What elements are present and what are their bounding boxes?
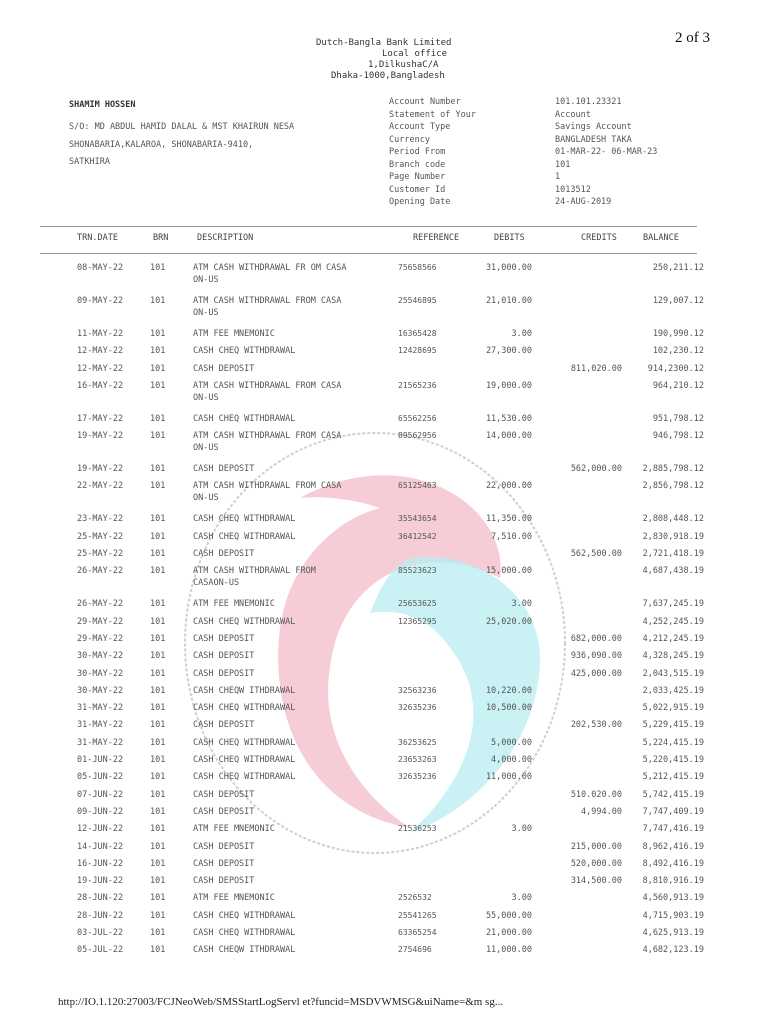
account-info-label: Opening Date (389, 197, 451, 207)
table-row (0, 480, 768, 513)
account-info-label: Branch code (389, 159, 446, 170)
row-branch: 101 (150, 772, 166, 783)
row-branch: 101 (150, 566, 166, 577)
row-reference: 32635236 (398, 772, 437, 782)
row-credit: 4,994.00 (581, 806, 622, 817)
table-row (0, 565, 768, 598)
transaction-table (0, 262, 768, 962)
account-info-label: Period From (389, 147, 446, 157)
table-row (0, 875, 768, 892)
row-credit: 425,000.00 (570, 668, 622, 679)
table-row (0, 513, 768, 530)
row-balance: 5,220,415.19 (642, 755, 704, 766)
row-reference: 2754696 (398, 945, 432, 955)
page-counter: 2 of 3 (675, 30, 710, 46)
row-date: 05-JUL-22 (77, 945, 124, 956)
account-info-label: Account Type (389, 122, 451, 132)
row-debit: 4,000.00 (491, 755, 532, 766)
row-date: 26-MAY-22 (77, 566, 124, 577)
customer-parents: S/O: MD ABDUL HAMID DALAL & MST KHAIRUN NESA (69, 122, 295, 132)
row-balance: 190,990.12 (652, 329, 704, 339)
account-info-label: Customer Id (389, 184, 446, 195)
table-row (0, 841, 768, 858)
row-date: 28-JUN-22 (77, 893, 124, 904)
row-balance: 946,798.12 (652, 431, 704, 442)
row-date: 07-JUN-22 (77, 789, 124, 800)
row-branch: 101 (150, 737, 166, 748)
row-description: CASH DEPOSIT (193, 549, 255, 560)
row-debit: 5,000.00 (491, 737, 532, 748)
row-branch: 101 (150, 296, 166, 306)
row-description: ATM FEE MNEMONIC (193, 893, 275, 904)
table-row (0, 944, 768, 961)
table-row (0, 737, 768, 754)
row-balance: 4,625,913.19 (642, 928, 704, 939)
table-row (0, 754, 768, 771)
row-date: 28-JUN-22 (77, 910, 124, 921)
row-description: ATM FEE MNEMONIC (193, 824, 275, 835)
table-row (0, 345, 768, 362)
row-description: CASH CHEQ WITHDRAWAL (193, 703, 296, 714)
bank-office: Local office (382, 49, 448, 59)
row-description: CASH CHEQ WITHDRAWAL (193, 910, 296, 921)
table-row (0, 719, 768, 736)
row-balance: 8,962,416.19 (642, 841, 704, 852)
row-date: 14-JUN-22 (77, 841, 124, 852)
row-description: ATM FEE MNEMONIC (193, 599, 275, 610)
row-date: 12-MAY-22 (77, 363, 124, 374)
account-info-value: Savings Account (555, 122, 632, 132)
row-description: CASH CHEQ WITHDRAWAL (193, 928, 296, 939)
table-row (0, 668, 768, 685)
row-debit: 27,300.00 (485, 346, 532, 357)
row-debit: 21,010.00 (485, 296, 532, 306)
row-debit: 55,000.00 (485, 910, 532, 921)
account-info-value: 1 (555, 172, 561, 182)
table-row (0, 910, 768, 927)
row-date: 16-JUN-22 (77, 858, 124, 869)
row-reference: 65562256 (398, 413, 437, 423)
row-credit: 682,000.00 (570, 633, 622, 644)
header-rule-top (40, 226, 697, 227)
row-branch: 101 (150, 413, 166, 424)
row-branch: 101 (150, 651, 166, 662)
row-date: 12-JUN-22 (77, 824, 124, 835)
row-credit: 215,000.00 (570, 841, 622, 852)
table-row (0, 380, 768, 413)
row-debit: 11,350.00 (485, 514, 532, 525)
row-date: 19-MAY-22 (77, 464, 124, 475)
col-header-reference: REFERENCE (413, 233, 460, 243)
row-balance: 5,742,415.19 (642, 789, 704, 800)
row-balance: 4,715,903.19 (642, 910, 704, 921)
row-date: 29-MAY-22 (77, 633, 124, 644)
row-branch: 101 (150, 616, 166, 627)
row-date: 31-MAY-22 (77, 720, 124, 731)
row-date: 19-JUN-22 (77, 876, 124, 887)
row-debit: 10,500.00 (485, 703, 532, 714)
row-branch: 101 (150, 599, 166, 610)
row-reference: 12365295 (398, 616, 437, 626)
table-row (0, 823, 768, 840)
table-row (0, 771, 768, 788)
row-description: CASH DEPOSIT (193, 651, 255, 662)
table-row (0, 548, 768, 565)
row-description: CASH DEPOSIT (193, 841, 255, 852)
row-branch: 101 (150, 858, 166, 869)
account-info-label: Page Number (389, 172, 446, 182)
row-reference: 85523623 (398, 566, 437, 576)
row-description: CASH DEPOSIT (193, 464, 255, 475)
row-description: CASH DEPOSIT (193, 806, 255, 817)
row-balance: 8,810,916.19 (642, 876, 704, 887)
row-branch: 101 (150, 633, 166, 644)
account-info-label: Currency (389, 134, 430, 145)
row-balance: 4,682,123.19 (642, 945, 704, 956)
row-reference: 32563236 (398, 685, 437, 695)
row-branch: 101 (150, 263, 166, 273)
row-credit: 202,530.00 (570, 720, 622, 731)
row-date: 17-MAY-22 (77, 413, 124, 424)
row-branch: 101 (150, 893, 166, 904)
table-row (0, 295, 768, 328)
row-debit: 3.00 (511, 599, 532, 610)
row-reference: 36412542 (398, 531, 437, 541)
row-description: ATM CASH WITHDRAWAL FROM CASA ON-US (193, 296, 342, 318)
table-row (0, 363, 768, 380)
account-info-label: Account Number (389, 97, 461, 107)
row-balance: 2,808,448.12 (642, 514, 704, 525)
row-branch: 101 (150, 329, 166, 339)
table-row (0, 650, 768, 667)
row-reference: 25546895 (398, 296, 437, 305)
bank-address-line1: 1,DilkushaC/A (368, 60, 439, 70)
row-date: 25-MAY-22 (77, 549, 124, 560)
row-balance: 2,043,515.19 (642, 668, 704, 679)
row-reference: 23653263 (398, 755, 437, 765)
col-header-date: TRN.DATE (77, 233, 118, 243)
row-branch: 101 (150, 346, 166, 357)
row-date: 03-JUL-22 (77, 928, 124, 939)
row-branch: 101 (150, 945, 166, 956)
row-date: 09-JUN-22 (77, 806, 124, 817)
row-date: 11-MAY-22 (77, 329, 124, 339)
table-row (0, 858, 768, 875)
row-balance: 5,229,415.19 (642, 720, 704, 731)
account-info-value: Account (555, 109, 591, 120)
row-balance: 102,230.12 (652, 346, 704, 357)
customer-name: SHAMIM HOSSEN (69, 100, 136, 110)
row-branch: 101 (150, 755, 166, 766)
col-header-debits: DEBITS (494, 233, 525, 243)
row-reference: 21536253 (398, 824, 437, 834)
table-row (0, 413, 768, 430)
row-debit: 11,530.00 (485, 413, 532, 424)
bank-name: Dutch-Bangla Bank Limited (316, 38, 452, 48)
row-description: CASH DEPOSIT (193, 858, 255, 869)
row-balance: 7,637,245.19 (642, 599, 704, 610)
row-date: 16-MAY-22 (77, 380, 124, 391)
row-description: ATM CASH WITHDRAWAL FROM CASA ON-US (193, 431, 342, 454)
row-balance: 964,210.12 (652, 380, 704, 391)
table-row (0, 463, 768, 480)
row-date: 26-MAY-22 (77, 599, 124, 610)
row-description: ATM FEE MNEMONIC (193, 329, 275, 339)
row-branch: 101 (150, 841, 166, 852)
row-debit: 11,000.00 (485, 772, 532, 783)
row-description: ATM CASH WITHDRAWAL FROM CASA ON-US (193, 481, 342, 504)
row-description: CASH DEPOSIT (193, 720, 255, 731)
row-balance: 4,252,245.19 (642, 616, 704, 627)
row-debit: 11,000.00 (485, 945, 532, 956)
row-balance: 250,211.12 (652, 263, 704, 273)
row-description: CASH CHEQ WITHDRAWAL (193, 772, 296, 783)
row-description: CASH DEPOSIT (193, 876, 255, 887)
row-branch: 101 (150, 668, 166, 679)
row-branch: 101 (150, 928, 166, 939)
row-date: 05-JUN-22 (77, 772, 124, 783)
row-date: 30-MAY-22 (77, 685, 124, 696)
row-balance: 2,721,418.19 (642, 549, 704, 560)
row-branch: 101 (150, 910, 166, 921)
row-branch: 101 (150, 514, 166, 525)
account-info-value: 01-MAR-22- 06-MAR-23 (555, 147, 658, 157)
row-description: CASH DEPOSIT (193, 668, 255, 679)
row-credit: 811,020.00 (570, 363, 622, 374)
row-reference: 25541265 (398, 910, 437, 920)
row-branch: 101 (150, 549, 166, 560)
col-header-credits: CREDITS (581, 233, 617, 243)
row-balance: 4,328,245.19 (642, 651, 704, 662)
row-description: CASH CHEQ WITHDRAWAL (193, 531, 296, 542)
row-branch: 101 (150, 876, 166, 887)
row-date: 29-MAY-22 (77, 616, 124, 627)
row-debit: 15,000.00 (485, 566, 532, 577)
row-balance: 5,022,915.19 (642, 703, 704, 714)
row-branch: 101 (150, 703, 166, 714)
row-date: 12-MAY-22 (77, 346, 124, 357)
table-row (0, 927, 768, 944)
row-balance: 2,885,798.12 (642, 464, 704, 475)
row-branch: 101 (150, 531, 166, 542)
row-branch: 101 (150, 806, 166, 817)
table-row (0, 262, 768, 295)
row-debit: 21,000.00 (485, 928, 532, 939)
row-reference: 25653625 (398, 599, 437, 609)
row-debit: 3.00 (511, 893, 532, 904)
customer-address-line2: SATKHIRA (69, 157, 110, 167)
row-reference: 2526532 (398, 893, 432, 903)
row-branch: 101 (150, 789, 166, 800)
table-row (0, 598, 768, 615)
row-branch: 101 (150, 363, 166, 374)
table-row (0, 531, 768, 548)
row-reference: 75658566 (398, 263, 437, 272)
row-reference: 12428695 (398, 346, 437, 356)
row-description: CASH CHEQ WITHDRAWAL (193, 737, 296, 748)
table-row (0, 616, 768, 633)
account-info-value: 24-AUG-2019 (555, 197, 612, 207)
row-date: 31-MAY-22 (77, 737, 124, 748)
col-header-brn: BRN (153, 233, 169, 243)
row-description: CASH DEPOSIT (193, 789, 255, 800)
table-row (0, 892, 768, 909)
row-debit: 25,020.00 (485, 616, 532, 627)
table-row (0, 806, 768, 823)
table-row (0, 430, 768, 463)
customer-address-line1: SHONABARIA,KALAROA, SHONABARIA-9410, (69, 140, 254, 150)
account-info-label: Statement of Your (389, 109, 476, 120)
row-branch: 101 (150, 720, 166, 731)
row-date: 30-MAY-22 (77, 668, 124, 679)
row-description: ATM CASH WITHDRAWAL FROM CASA ON-US (193, 380, 342, 403)
bank-address-line2: Dhaka-1000,Bangladesh (331, 71, 445, 81)
row-date: 08-MAY-22 (77, 263, 124, 273)
row-balance: 2,830,918.19 (642, 531, 704, 542)
row-balance: 4,212,245.19 (642, 633, 704, 644)
row-debit: 3.00 (511, 824, 532, 835)
row-credit: 936,090.00 (570, 651, 622, 662)
row-debit: 14,000.00 (485, 431, 532, 442)
table-row (0, 328, 768, 345)
row-debit: 10,220.00 (485, 685, 532, 696)
col-header-description: DESCRIPTION (197, 233, 254, 243)
row-debit: 22,000.00 (485, 481, 532, 492)
row-debit: 3.00 (511, 329, 532, 339)
row-description: CASH DEPOSIT (193, 363, 255, 374)
col-header-balance: BALANCE (643, 233, 679, 243)
row-balance: 4,560,913.19 (642, 893, 704, 904)
row-reference: 35543654 (398, 514, 437, 524)
footer-url: http://IO.1.120:27003/FCJNeoWeb/SMSStartLogServl et?funcid=MSDVWMSG&uiName=&m sg... (58, 996, 504, 1008)
row-debit: 7,510.00 (491, 531, 532, 542)
row-reference: 65125463 (398, 481, 437, 491)
row-credit: 562,500.00 (570, 549, 622, 560)
row-branch: 101 (150, 464, 166, 475)
row-description: CASH CHEQW ITHDRAWAL (193, 945, 296, 956)
row-balance: 914,2300.12 (647, 363, 704, 374)
row-description: CASH CHEQ WITHDRAWAL (193, 346, 296, 357)
row-reference: 16365428 (398, 329, 437, 338)
row-balance: 951,798.12 (652, 413, 704, 424)
table-row (0, 789, 768, 806)
row-balance: 8,492,416.19 (642, 858, 704, 869)
row-reference: 21565236 (398, 380, 437, 390)
row-balance: 129,007.12 (652, 296, 704, 306)
row-balance: 2,856,798.12 (642, 481, 704, 492)
row-reference: 36253625 (398, 737, 437, 747)
row-date: 23-MAY-22 (77, 514, 124, 525)
row-date: 09-MAY-22 (77, 296, 124, 306)
account-info-value: 1013512 (555, 184, 591, 195)
header-rule-bottom (40, 253, 697, 254)
row-credit: 314,500.00 (570, 876, 622, 887)
account-info-value: 101 (555, 159, 571, 170)
row-description: CASH CHEQ WITHDRAWAL (193, 755, 296, 766)
row-description: CASH CHEQ WITHDRAWAL (193, 413, 296, 424)
row-branch: 101 (150, 824, 166, 835)
row-date: 31-MAY-22 (77, 703, 124, 714)
account-info-value: 101.101.23321 (555, 97, 622, 107)
row-date: 01-JUN-22 (77, 755, 124, 766)
row-reference: 32635236 (398, 703, 437, 713)
row-balance: 2,033,425.19 (642, 685, 704, 696)
row-balance: 4,687,438.19 (642, 566, 704, 577)
row-branch: 101 (150, 431, 166, 442)
row-description: CASH CHEQW ITHDRAWAL (193, 685, 296, 696)
table-row (0, 633, 768, 650)
row-branch: 101 (150, 481, 166, 492)
row-debit: 19,000.00 (485, 380, 532, 391)
row-date: 19-MAY-22 (77, 431, 124, 442)
row-description: ATM CASH WITHDRAWAL FROM CASAON-US (193, 566, 316, 589)
row-reference: 89562956 (398, 431, 437, 441)
row-description: CASH CHEQ WITHDRAWAL (193, 616, 296, 627)
row-date: 25-MAY-22 (77, 531, 124, 542)
row-date: 30-MAY-22 (77, 651, 124, 662)
row-description: CASH CHEQ WITHDRAWAL (193, 514, 296, 525)
row-balance: 5,224,415.19 (642, 737, 704, 748)
table-row (0, 702, 768, 719)
table-row (0, 685, 768, 702)
row-reference: 63365254 (398, 928, 437, 938)
row-branch: 101 (150, 685, 166, 696)
row-credit: 510.020.00 (570, 789, 622, 800)
row-debit: 31,000.00 (485, 263, 532, 273)
row-balance: 5,212,415.19 (642, 772, 704, 783)
row-balance: 7,747,416.19 (642, 824, 704, 835)
row-date: 22-MAY-22 (77, 481, 124, 492)
row-description: ATM CASH WITHDRAWAL FR OM CASA ON-US (193, 263, 347, 285)
account-info-value: BANGLADESH TAKA (555, 134, 632, 145)
row-balance: 7,747,409.19 (642, 806, 704, 817)
row-credit: 562,000.00 (570, 464, 622, 475)
row-description: CASH DEPOSIT (193, 633, 255, 644)
row-branch: 101 (150, 380, 166, 391)
row-credit: 520,000.00 (570, 858, 622, 869)
